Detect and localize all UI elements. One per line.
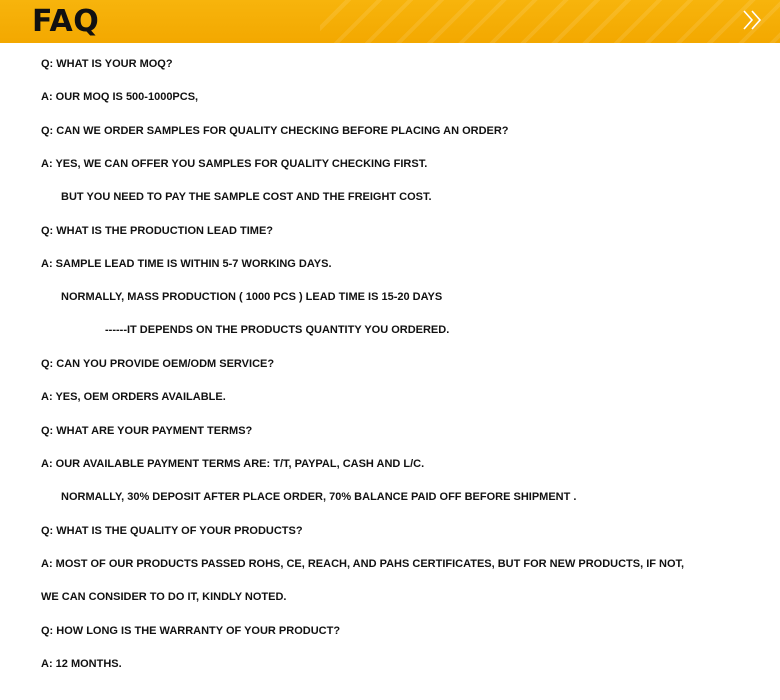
faq-question-warranty: Q: HOW LONG IS THE WARRANTY OF YOUR PRODUCT?: [41, 625, 341, 637]
faq-question-lead-time: Q: WHAT IS THE PRODUCTION LEAD TIME?: [41, 225, 274, 237]
faq-answer-payment-deposit: NORMALLY, 30% DEPOSIT AFTER PLACE ORDER, 70% BALANCE PAID OFF BEFORE SHIPMENT .: [61, 491, 577, 503]
faq-answer-samples: A: YES, WE CAN OFFER YOU SAMPLES FOR QUALITY CHECKING FIRST.: [41, 158, 428, 170]
faq-answer-mass-lead-time: NORMALLY, MASS PRODUCTION ( 1000 PCS ) LEAD TIME IS 15-20 DAYS: [61, 291, 443, 303]
header-stripe-decoration: [320, 0, 780, 43]
faq-answer-lead-time-note: ------IT DEPENDS ON THE PRODUCTS QUANTITY YOU ORDERED.: [105, 324, 450, 336]
faq-answer-oem: A: YES, OEM ORDERS AVAILABLE.: [41, 391, 226, 403]
faq-question-quality: Q: WHAT IS THE QUALITY OF YOUR PRODUCTS?: [41, 525, 303, 537]
faq-answer-moq: A: OUR MOQ IS 500-1000PCS,: [41, 91, 199, 103]
faq-answer-payment: A: OUR AVAILABLE PAYMENT TERMS ARE: T/T, PAYPAL, CASH AND L/C.: [41, 458, 425, 470]
page-title: FAQ: [32, 4, 100, 39]
faq-question-moq: Q: WHAT IS YOUR MOQ?: [41, 58, 173, 70]
faq-question-payment: Q: WHAT ARE YOUR PAYMENT TERMS?: [41, 425, 253, 437]
faq-answer-sample-lead-time: A: SAMPLE LEAD TIME IS WITHIN 5-7 WORKING DAYS.: [41, 258, 332, 270]
faq-question-samples: Q: CAN WE ORDER SAMPLES FOR QUALITY CHECKING BEFORE PLACING AN ORDER?: [41, 125, 509, 137]
double-chevron-right-icon: [738, 5, 768, 35]
faq-question-oem: Q: CAN YOU PROVIDE OEM/ODM SERVICE?: [41, 358, 275, 370]
faq-answer-quality-continued: WE CAN CONSIDER TO DO IT, KINDLY NOTED.: [41, 591, 287, 603]
faq-answer-warranty: A: 12 MONTHS.: [41, 658, 122, 670]
faq-header-bar: [0, 0, 780, 43]
faq-answer-quality: A: MOST OF OUR PRODUCTS PASSED ROHS, CE, REACH, AND PAHS CERTIFICATES, BUT FOR NEW PRODUCTS, IF NOT,: [41, 558, 685, 570]
faq-answer-samples-cost: BUT YOU NEED TO PAY THE SAMPLE COST AND THE FREIGHT COST.: [61, 191, 432, 203]
